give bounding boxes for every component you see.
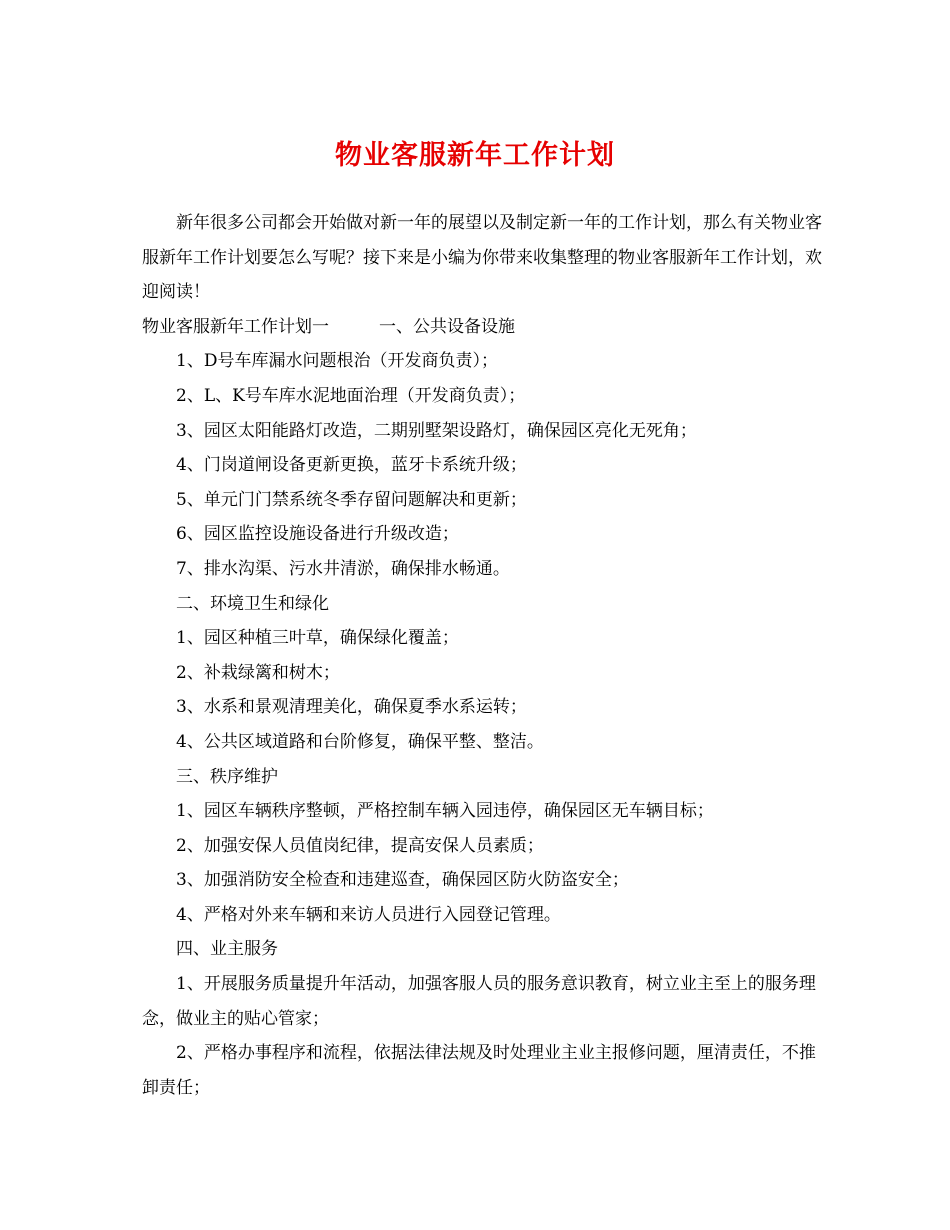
list-item: 2、L、K号车库水泥地面治理（开发商负责）； xyxy=(176,385,526,406)
list-item: 1、园区车辆秩序整顿，严格控制车辆入园违停，确保园区无车辆目标； xyxy=(176,801,714,822)
intro-paragraph: 新年很多公司都会开始做对新一年的展望以及制定新一年的工作计划，那么有关物业客服新年工作计划要怎么写呢？接下来是小编为你带来收集整理的物业客服新年工作计划，欢迎阅读！ xyxy=(142,213,822,303)
list-item: 3、园区太阳能路灯改造，二期别墅架设路灯，确保园区亮化无死角； xyxy=(176,420,697,441)
list-item: 2、严格办事程序和流程，依据法律法规及时处理业主业主报修问题，厘清责任，不推卸责任； xyxy=(142,1043,816,1098)
list-item: 1、D号车库漏水问题根治（开发商负责）； xyxy=(176,351,498,372)
document-title: 物业客服新年工作计划 xyxy=(335,140,615,171)
list-item: 3、加强消防安全检查和违建巡查，确保园区防火防盗安全； xyxy=(176,870,629,891)
document-body xyxy=(142,206,822,1105)
list-item: 1、开展服务质量提升年活动，加强客服人员的服务意识教育，树立业主至上的服务理念，做业主的贴心管家； xyxy=(142,974,816,1029)
list-item: 4、严格对外来车辆和来访人员进行入园登记管理。 xyxy=(176,904,561,925)
list-item: 2、加强安保人员值岗纪律，提高安保人员素质； xyxy=(176,835,544,856)
list-item: 6、园区监控设施设备进行升级改造； xyxy=(176,524,459,545)
list-item: 4、公共区域道路和台阶修复，确保平整、整洁。 xyxy=(176,731,544,752)
list-item: 5、单元门门禁系统冬季存留问题解决和更新； xyxy=(176,489,527,510)
section-heading-1: 一、公共设备设施 xyxy=(379,316,515,337)
list-item: 2、补栽绿篱和树木； xyxy=(176,662,340,683)
list-item: 7、排水沟渠、污水井清淤，确保排水畅通。 xyxy=(176,558,510,579)
plan-heading-line xyxy=(142,310,822,345)
list-item: 4、门岗道闸设备更新更换，蓝牙卡系统升级； xyxy=(176,455,527,476)
section-heading-4: 四、业主服务 xyxy=(176,939,278,960)
list-item: 1、园区种植三叶草，确保绿化覆盖； xyxy=(176,628,459,649)
section-heading-2: 二、环境卫生和绿化 xyxy=(176,593,329,614)
section-heading-3: 三、秩序维护 xyxy=(176,766,278,787)
plan-heading: 物业客服新年工作计划一 xyxy=(142,316,329,337)
list-item: 3、水系和景观清理美化，确保夏季水系运转； xyxy=(176,697,527,718)
